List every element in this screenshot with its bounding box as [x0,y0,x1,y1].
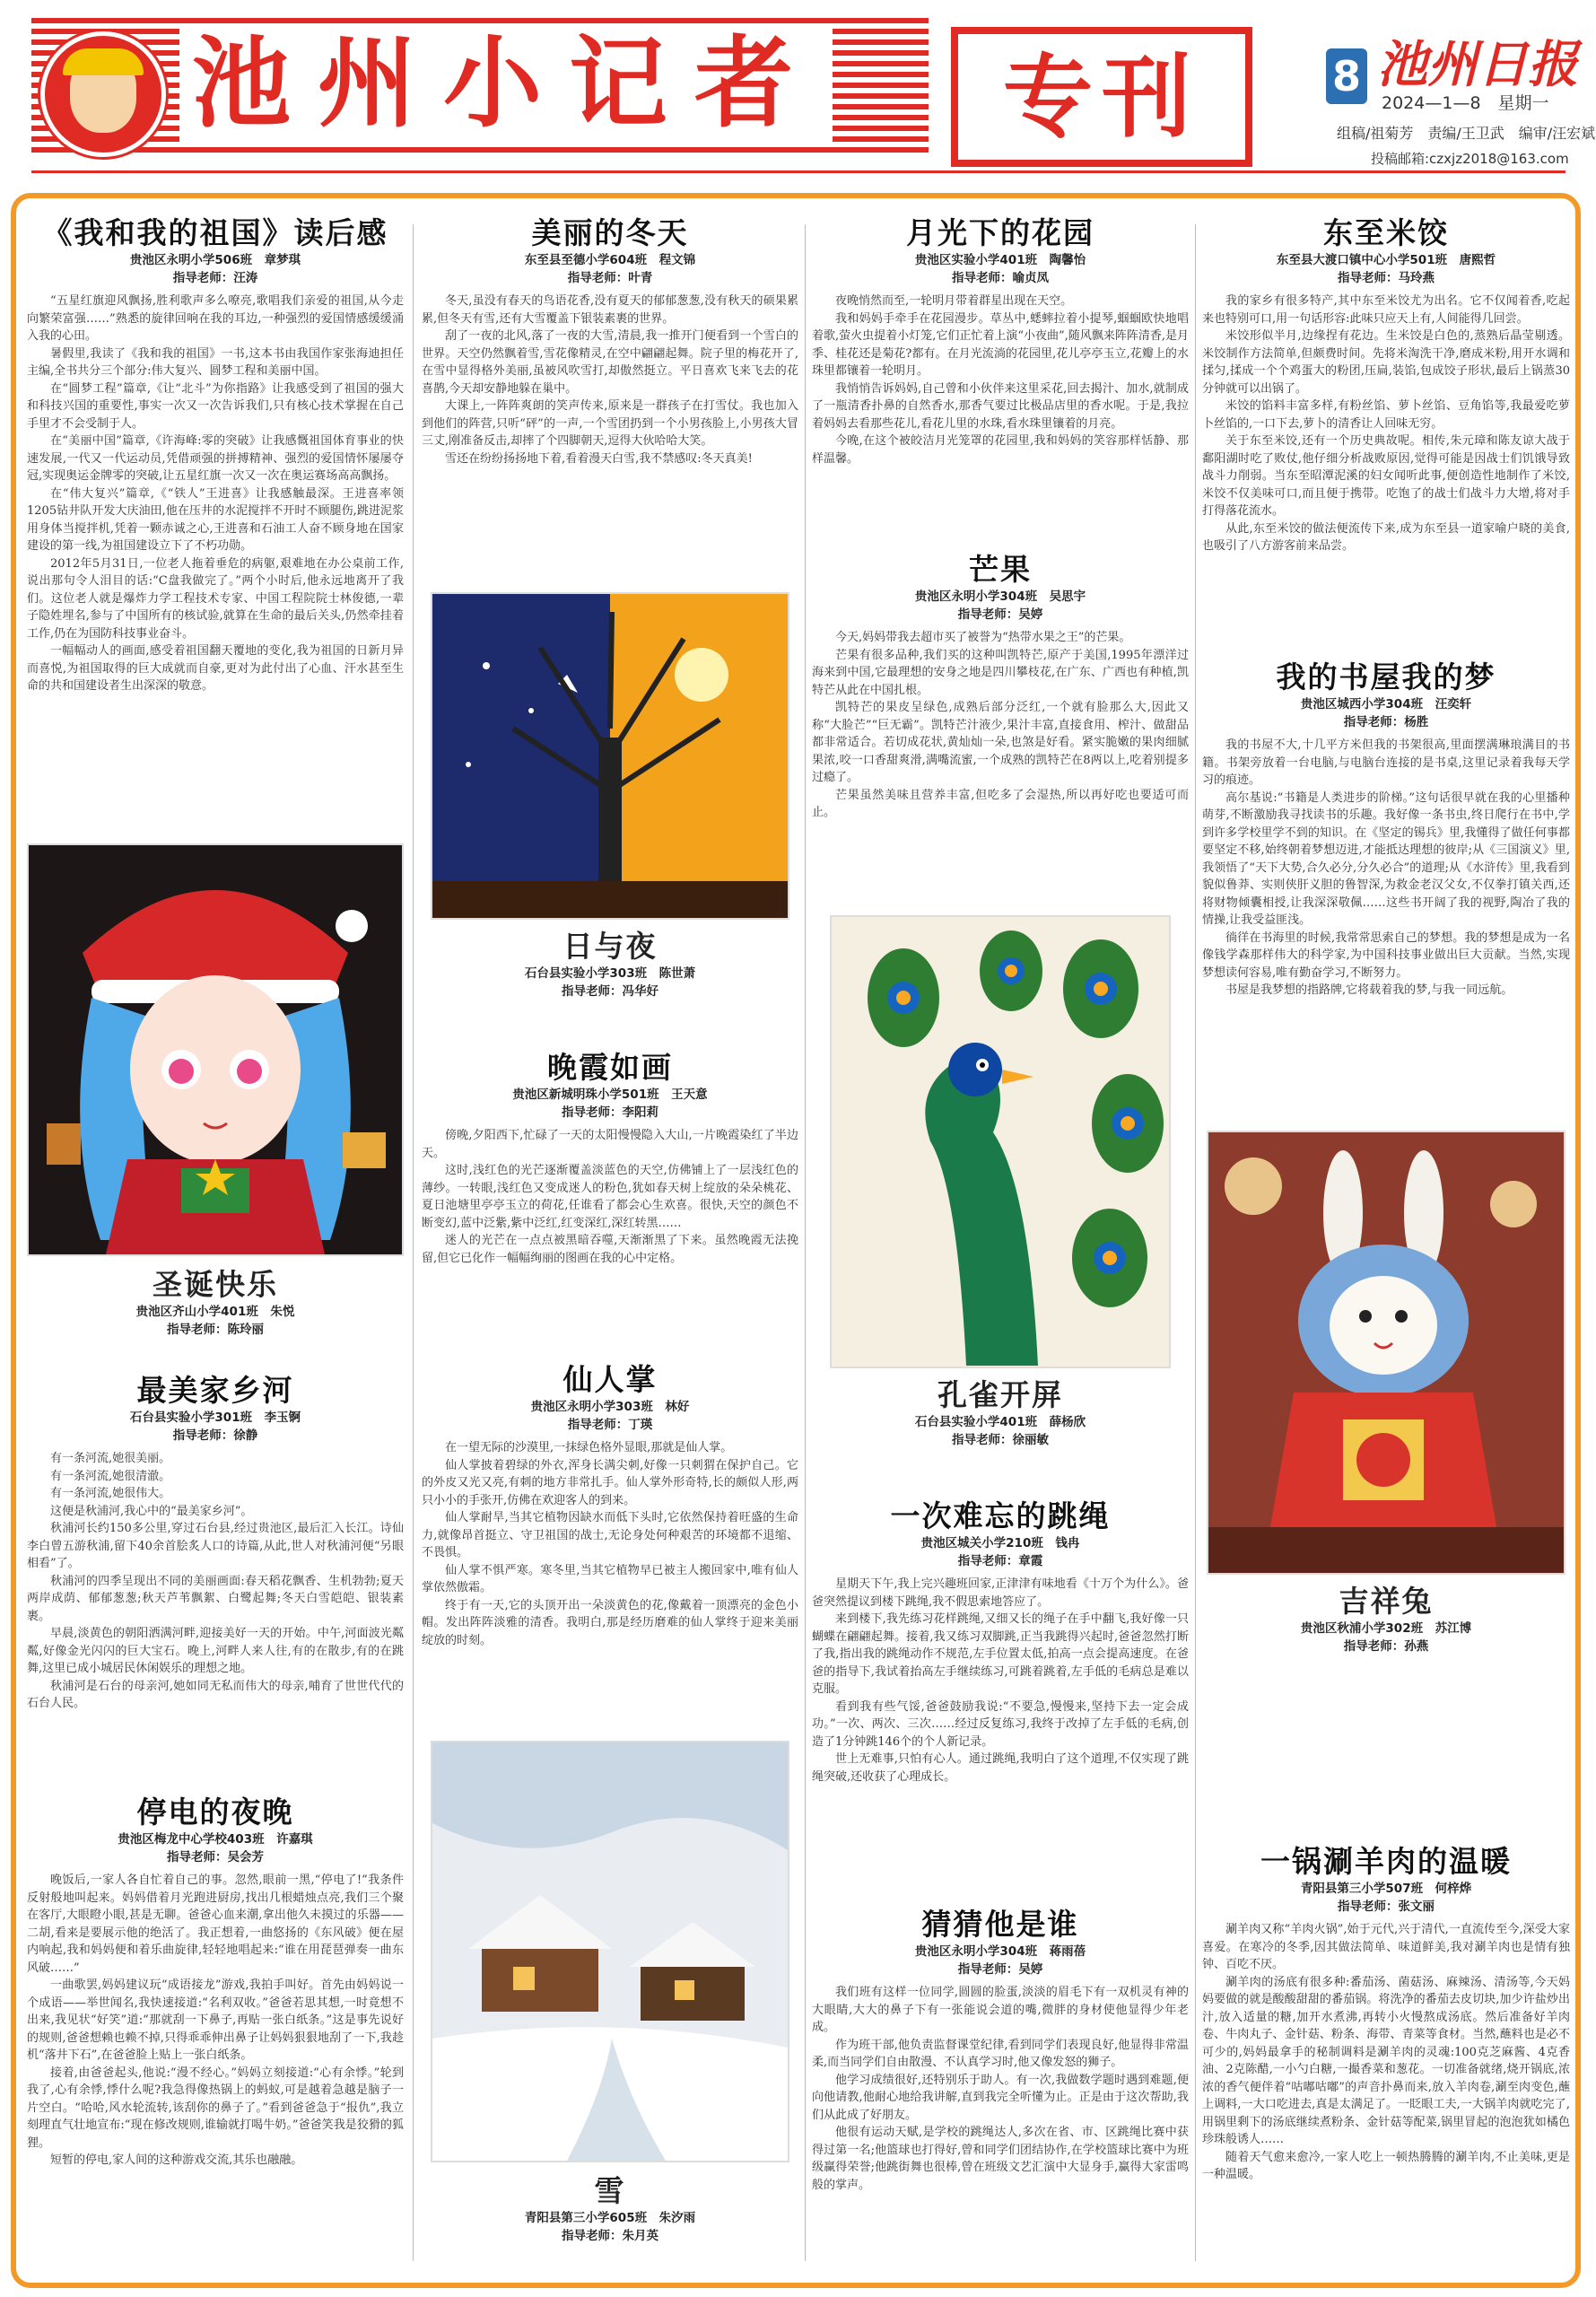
mascot-cap-icon [63,48,144,75]
column-divider [805,224,806,2261]
article-hometown-river [27,1373,404,1713]
article-paragraph: 仙人掌耐旱,当其它植物因缺水而低下头时,它依然保持着旺盛的生命力,就像昂首挺立、守卫祖国的战士,无论身处何种艰苦的环境都不退缩、不畏惧。 [422,1511,798,1559]
artwork-author: 石台县实验小学401班 薛杨欣 [914,1415,1086,1429]
article-author: 东至县大渡口镇中心小学501班 唐熙哲 [1276,253,1496,267]
article-paragraph: 这便是秋浦河,我心中的“最美家乡河”。 [50,1504,253,1518]
article-paragraph: 仙人掌不惧严寒。寒冬里,当其它植物早已被主人搬回家中,唯有仙人掌依然傲霜。 [422,1563,798,1594]
article-paragraph: 米饺形似半月,边缘捏有花边。生米饺是白色的,蒸熟后晶莹剔透。米饺制作方法简单,但颇费时间。先将米淘洗干净,磨成米粉,用开水调和揉匀,揉成一个个鸡蛋大的粉团,压扁,装馅,包成饺子形状,最后上锅蒸30分钟就可以出锅了。 [1202,329,1570,396]
article-mango [812,552,1189,822]
article-title: 一锅涮羊肉的温暖 [1260,1844,1512,1879]
article-paragraph: 世上无难事,只怕有心人。通过跳绳,我明白了这个道理,不仅实现了跳绳突破,还收获了心理成长。 [812,1752,1189,1784]
artwork-snow [431,1741,789,2162]
article-author: 贵池区梅龙中心学校403班 许嘉琪 [118,1832,313,1847]
article-paragraph: 看到我有些气馁,爸爸鼓励我说:“不要急,慢慢来,坚持下去一定会成功。”一次、两次、三次……经过反复练习,我终于改掉了左手低的毛病,创造了1分钟跳146个的个人新记录。 [812,1699,1189,1749]
artwork-teacher: 指导老师：陈玲丽 [167,1323,264,1337]
article-teacher: 指导老师：李阳莉 [562,1105,658,1120]
article-paragraph: 短暂的停电,家人间的这种游戏交流,其乐也融融。 [50,2153,303,2167]
article-title: 我的书屋我的梦 [1276,659,1496,694]
article-cactus [422,1362,798,1649]
article-title: 最美家乡河 [136,1373,294,1408]
article-paragraph: 书屋是我梦想的指路牌,它将载着我的梦,与我一同远航。 [1225,983,1513,997]
article-teacher: 指导老师：马玲燕 [1338,271,1435,285]
artwork-title: 吉祥兔 [1339,1584,1434,1619]
article-paragraph: 我悄悄告诉妈妈,自己曾和小伙伴来这里采花,回去揭汁、加水,就制成了一瓶清香扑鼻的自然香水,那香气要过比极品店里的香水呢。于是,我拉着妈妈去看那些花儿,看花儿里的水珠,看水珠里镶着的月亮。 [812,381,1189,431]
article-author: 贵池区永明小学304班 蒋雨蓓 [914,1944,1086,1959]
article-title: 美丽的冬天 [531,215,689,250]
article-title: 月光下的花园 [906,215,1095,250]
article-paragraph: 晚饭后,一家人各自忙着自己的事。忽然,眼前一黑,“停电了!”我条件反射般地叫起来。妈妈借着月光跑进厨房,找出几根蜡烛点亮,我们三个聚在客厅,大眼瞪小眼,甚是无聊。爸爸心血来潮,拿出他久未摸过的乐器——二胡,看来是要展示他的绝活了。我正想着,一曲悠扬的《东风破》便在屋内响起,我和妈妈便和着乐曲旋律,轻轻地唱起来:“谁在用琵琶弹奏一曲东风破……” [27,1873,404,1975]
artwork-caption [27,1267,404,1339]
masthead-title: 池州小记者 [179,25,833,142]
article-paragraph: 徜徉在书海里的时候,我常常思索自己的梦想。我的梦想是成为一名像钱学森那样伟大的科学家,为中国科技事业做出巨大贡献。当然,实现梦想读何容易,唯有勤奋学习,不断努力。 [1202,930,1570,980]
article-moonlit-garden [812,215,1189,467]
article-paragraph: 我的家乡有很多特产,其中东至米饺尤为出名。它不仅闻着香,吃起来也特别可口,用一句话形容:此味只应天上有,人间能得几回尝。 [1202,294,1570,326]
article-author: 东至县至德小学604班 程文锦 [524,253,696,267]
article-lamb-hotpot [1202,1844,1570,2184]
newspaper-name: 池州日报 [1377,35,1578,94]
special-badge [951,27,1252,167]
article-teacher: 指导老师：吴会芳 [167,1850,264,1865]
column-4 [1202,215,1579,2270]
article-paragraph: 夜晚悄然而至,一轮明月带着群星出现在天空。 [835,294,1073,308]
artwork-peacock [830,915,1171,1368]
article-author: 青阳县第三小学507班 何梓烨 [1300,1882,1472,1896]
page-number: 8 [1326,48,1367,104]
article-paragraph: 作为班干部,他负责监督课堂纪律,看到同学们表现良好,他显得非常温柔,而当同学们自由散漫、不认真学习时,他又像发怒的狮子。 [812,2038,1189,2069]
artwork-teacher: 指导老师：孙燕 [1343,1639,1429,1654]
article-paragraph: 涮羊肉又称“羊肉火锅”,始于元代,兴于清代,一直流传至今,深受大家喜爱。在寒冷的冬季,因其做法简单、味道鲜美,我对涮羊肉也是情有独钟、百吃不厌。 [1202,1923,1570,1971]
article-paragraph: 迷人的光芒在一点点被黑暗吞噬,天渐渐黑了下来。虽然晚霞无法挽留,但它已化作一幅幅绚丽的图画在我的心中定格。 [422,1234,798,1265]
article-teacher: 指导老师：张文丽 [1338,1900,1435,1914]
article-paragraph: 在一望无际的沙漠里,一抹绿色格外显眼,那就是仙人掌。 [445,1441,733,1454]
artwork-caption [1202,1584,1570,1655]
article-paragraph: 早晨,淡黄色的朝阳洒满河畔,迎接美好一天的开始。中午,河面波光粼粼,好像金光闪闪的巨大宝石。晚上,河畔人来人往,有的在散步,有的在跳舞,这里已成小城居民休闲娱乐的理想之地。 [27,1627,404,1675]
article-paragraph: 芒果虽然美味且营养丰富,但吃多了会湿热,所以再好吃也要适可而止。 [812,788,1189,819]
article-author: 贵池区永明小学303班 林好 [530,1400,690,1414]
article-paragraph: 暑假里,我读了《我和我的祖国》一书,这本书由我国作家张海迪担任主编,全书共分三个部分:伟大复兴、圆梦工程和美丽中国。 [27,346,404,378]
artwork-caption [422,929,798,1000]
article-sunset-glow [422,1050,798,1267]
article-paragraph: 傍晚,夕阳西下,忙碌了一天的太阳慢慢隐入大山,一片晚霞染红了半边天。 [422,1129,798,1160]
article-paragraph: 他很有运动天赋,是学校的跳绳达人,多次在省、市、区跳绳比赛中获得过第一名;他篮球也打得好,曾和同学们团结协作,在学校篮球比赛中为班级赢得荣誉;他跳街舞也很棒,曾在班级文艺汇演中大显身手,赢得大家雷鸣般的掌声。 [812,2126,1189,2192]
artwork-author: 石台县实验小学303班 陈世萧 [524,966,696,981]
article-teacher: 指导老师：章霞 [957,1554,1043,1568]
artwork-teacher: 指导老师：朱月英 [562,2229,658,2243]
article-title: 仙人掌 [563,1362,658,1397]
article-title: 晚霞如画 [547,1050,673,1085]
article-paragraph: 大课上,一阵阵爽朗的笑声传来,原来是一群孩子在打雪仗。我也加入到他们的阵营,只听“砰”的一声,一个雪团扔到一个小男孩脸上,小男孩大冒三丈,刚准备反击,却摔了个四脚朝天,逗得大伙哈哈大笑。 [422,399,798,448]
article-guess-who [812,1907,1189,2194]
article-paragraph: 2012年5月31日,一位老人拖着垂危的病躯,艰难地在办公桌前工作,说出那句令人泪目的话:“C盘我做完了。”两个小时后,他永远地离开了我们。这位老人就是爆炸力学工程技术专家、中国工程院院士林俊德,一辈子隐姓埋名,参与了中国所有的核试验,就算在生命的最后关头,仍然牵挂着工作,仍在为国防科技事业奋斗。 [27,556,404,641]
artwork-day-and-night [431,592,789,920]
artwork-author: 贵池区秋浦小学302班 苏江博 [1300,1621,1472,1636]
article-reading-notes [27,215,404,695]
artwork-caption [422,2173,798,2245]
article-paragraph: 我们班有这样一位同学,圆圆的脸蛋,淡淡的眉毛下有一双机灵有神的大眼睛,大大的鼻子下有一张能说会道的嘴,微胖的身材使他显得少年老成。 [812,1986,1189,2034]
article-paragraph: 今天,妈妈带我去超市买了被誉为“热带水果之王”的芒果。 [835,631,1131,644]
article-title: 《我和我的祖国》读后感 [42,215,388,250]
article-paragraph: 我和妈妈手牵手在花园漫步。草丛中,蟋蟀拉着小提琴,蝈蝈欧快地唱着歌,萤火虫提着小灯笼,它们正忙着上演“小夜曲”,随风飘来阵阵清香,是月季、桂花还是菊花?都有。在月光流淌的花园里,花儿亭亭玉立,花瓣上的水珠里都镶着一轮明月。 [812,311,1189,378]
article-paragraph: 终于有一天,它的头顶开出一朵淡黄色的花,像戴着一顶漂亮的金色小帽。发出阵阵淡雅的清香。我明白,那是经历磨难的仙人掌终于迎来美丽绽放的时刻。 [422,1598,798,1647]
article-paragraph: 从此,东至米饺的做法便流传下来,成为东至县一道家喻户晓的美食,也吸引了八方游客前来品尝。 [1202,521,1570,553]
submission-email: 投稿邮箱:czxjz2018@163.com [1371,151,1569,167]
article-paragraph: 随着天气愈来愈冷,一家人吃上一顿热腾腾的涮羊肉,不止美味,更是一种温暖。 [1202,2150,1570,2181]
article-teacher: 指导老师：喻贞凤 [952,271,1049,285]
artwork-christmas-girl [27,843,404,1256]
article-teacher: 指导老师：汪涛 [172,271,258,285]
article-paragraph: 秋浦河的四季呈现出不同的美丽画面:春天稻花飘香、生机勃勃;夏天两岸成荫、郁郁葱葱;秋天芦苇飘絮、白鹭起舞;冬天白雪皑皑、银装素裹。 [27,1574,404,1623]
artwork-caption [812,1377,1189,1449]
article-paragraph: 在“伟大复兴”篇章,《“铁人”王进喜》让我感触最深。王进喜率领1205钻井队开发大庆油田,他在压井的水泥搅拌不开时不顾腿伤,跳进泥浆用身体当搅拌机,凭着一颗赤诚之心,王进喜和石油工人奋不顾身地在国家建设的第一线,为祖国建设立下了不朽功勋。 [27,486,404,553]
article-paragraph: 涮羊肉的汤底有很多种:番茄汤、菌菇汤、麻辣汤、清汤等,今天妈妈要做的就是酸酸甜甜的番茄锅。将洗净的番茄去皮切块,加少许盐炒出汁,放入适量的糖,加开水煮沸,再转小火慢熬成汤底。然后准备好羊肉卷、牛肉丸子、金针菇、粉条、海带、青菜等食材。当然,蘸料也是必不可少的,妈妈最拿手的秘制调料是涮羊肉的灵魂:100克芝麻酱、4克香油、2克陈醋,一小勺白糖,一撮香菜和葱花。一切准备就绪,烧开锅底,浓浓的香气便伴着“咕嘟咕嘟”的声音扑鼻而来,放入羊肉卷,涮至肉变色,蘸上调料,一大口吃进去,真是太满足了。一眨眼工夫,一大锅羊肉就吃完了,用锅里剩下的汤底继续煮粉条、金针菇等配菜,锅里冒起的泡泡犹如橘色珍珠般诱人…… [1202,1975,1570,2146]
article-paragraph: 仙人掌披着碧绿的外衣,浑身长满尖刺,好像一只刺猬在保护自己。它的外皮又光又亮,有刺的地方非常扎手。仙人掌外形奇特,长的颇似人形,两只小小的手张开,仿佛在欢迎客人的到来。 [422,1458,798,1507]
article-title: 东至米饺 [1323,215,1449,250]
special-label: 专刊 [1003,44,1200,150]
column-3 [812,215,1189,2270]
header-rule [31,170,1565,173]
article-paragraph: 在“美丽中国”篇章,《许海峰:零的突破》让我感慨祖国体育事业的快速发展,一代又一代运动员,凭借顽强的拼搏精神、强烈的爱国情怀屡屡夺冠,实现奥运金牌零的突破,让五星红旗一次又一次在奥运赛场高高飘扬。 [27,434,404,483]
editor-credits: 组稿/祖菊芳 责编/王卫武 编审/汪宏斌 [1337,125,1596,142]
article-paragraph: 一幅幅动人的画面,感受着祖国翻天覆地的变化,我为祖国的日新月异而喜悦,为祖国取得的巨大成就而自豪,更对为此付出了心血、汗水甚至生命的共和国建设者生出深深的敬意。 [27,644,404,693]
article-paragraph: 凯特芒的果皮呈绿色,成熟后部分泛红,一个就有脸那么大,因此又称“大脸芒”“巨无霸”。凯特芒汁液少,果汁丰富,直接食用、榨汁、做甜品都非常适合。若切成花状,黄灿灿一朵,也煞是好看。紧实脆嫩的果肉细腻果浓,咬一口香甜爽滑,满嘴流蜜,一个成熟的凯特芒在8两以上,吃着别提多过瘾了。 [812,701,1189,784]
artwork-title: 雪 [594,2173,626,2208]
article-paragraph: 接着,由爸爸起头,他说:“漫不经心。”妈妈立刻接道:“心有余悸。”轮到我了,心有余悸,悸什么呢?我急得像热锅上的蚂蚁,可是越着急越是脑子一片空白。“哈哈,风水轮流转,该刮你的鼻子了。”看到爸爸急于“报仇”,我立刻理直气壮地宣布:“现在修改规则,谁输就打喝牛奶。”爸爸笑我是狡猾的狐狸。 [27,2066,404,2150]
article-paragraph: 冬天,虽没有春天的鸟语花香,没有夏天的郁郁葱葱,没有秋天的硕果累累,但冬天有雪,还有大雪覆盖下银装素裹的世界。 [422,294,798,326]
article-author: 贵池区城西小学304班 汪奕轩 [1300,697,1472,712]
article-author: 贵池区新城明珠小学501班 王天意 [512,1087,708,1102]
article-paragraph: “五星红旗迎风飘扬,胜利歌声多么嘹亮,歌唱我们亲爱的祖国,从今走向繁荣富强……”熟悉的旋律回响在我的耳边,一种强烈的爱国情感缓缓涌入我的心田。 [27,294,404,343]
article-paragraph: 芒果有很多品种,我们买的这种叫凯特芒,原产于美国,1995年漂洋过海来到中国,它最理想的安身之地是四川攀枝花,在广东、广西也有种植,凯特芒从此在中国扎根。 [812,648,1189,697]
article-teacher: 指导老师：徐静 [172,1428,258,1443]
artwork-lucky-rabbit [1207,1131,1565,1575]
article-paragraph: 今晚,在这个被皎洁月光笼罩的花园里,我和妈妈的笑容那样恬静、那样温馨。 [812,434,1189,466]
article-paragraph: 关于东至米饺,还有一个历史典故呢。相传,朱元璋和陈友谅大战于鄱阳湖时吃了败仗,他仔细分析战败原因,觉得可能是因战士们饥饿导致战斗力削弱。当东至昭潭泥溪的妇女闻听此事,便创造性地制作了米饺,米饺不仅美味可口,而且便于携带。吃饱了的战士们战斗力大增,将对手打得落花流水。 [1202,434,1570,518]
article-paragraph: 这时,浅红色的光芒逐渐覆盖淡蓝色的天空,仿佛铺上了一层浅红色的薄纱。一转眼,浅红色又变成迷人的粉色,犹如春天树上绽放的朵朵桃花、夏日池塘里亭亭玉立的荷花,任谁看了都会心生欢喜。很快,天空的颜色不断变幻,蓝中泛紫,紫中泛红,红变深红,深红转黑…… [422,1164,798,1230]
article-title: 芒果 [969,552,1032,587]
article-title: 猜猜他是谁 [921,1907,1079,1942]
article-paragraph: 高尔基说:“书籍是人类进步的阶梯。”这句话很早就在我的心里播种萌芽,不断激励我寻找读书的乐趣。我好像一条书虫,终日爬行在书中,学到许多学校里学不到的知识。在《坚定的锡兵》里,我懂得了做任何事都要坚定不移,始终朝着梦想迈进,才能抵达理想的彼岸;从《三国演义》里,我领悟了“天下大势,合久必分,分久必合”的道理;从《水浒传》里,我看到貌似鲁莽、实则侠肝义胆的鲁智深,为救金老汉父女,不仅拳打镇关西,还将财物倾囊相授,让我深深敬佩……这些书开阔了我的视野,陶冶了我的情操,让我受益匪浅。 [1202,790,1570,927]
article-paragraph: 星期天下午,我上完兴趣班回家,正津津有味地看《十万个为什么》。爸爸突然提议到楼下跳绳,我不假思索地答应了。 [812,1577,1189,1609]
article-paragraph: 秋浦河是石台的母亲河,她如同无私而伟大的母亲,哺育了世世代代的石台人民。 [27,1679,404,1710]
artwork-title: 孔雀开屏 [938,1377,1063,1412]
column-divider [413,224,414,2261]
column-divider [1195,224,1196,2261]
article-paragraph: 有一条河流,她很清澈。 [50,1469,171,1483]
article-author: 石台县实验小学301班 李玉锕 [129,1411,301,1425]
article-paragraph: 他学习成绩很好,还特别乐于助人。有一次,我做数学题时遇到难题,便向他请教,他耐心地给我讲解,直到我完全听懂为止。正是由于这次帮助,我们从此成了好朋友。 [812,2073,1189,2122]
article-paragraph: 米饺的馅料丰富多样,有粉丝馅、萝卜丝馅、豆角馅等,我最爱吃萝卜丝馅的,一口下去,萝卜的清香让人回味无穷。 [1202,399,1570,431]
article-paragraph: 一曲歌罢,妈妈建议玩“成语接龙”游戏,我拍手叫好。首先由妈妈说一个成语——举世闻名,我快速接道:“名利双收。”爸爸若思其想,一时竟想不出来,我见状“好笑”道:“那就刮一下鼻子,再贴一张白纸条。”这是事先说好的规则,爸爸想赖也赖不掉,只得乖乖伸出鼻子让妈妈狠狠地刮了一下,我趁机“落井下石”,在爸爸脸上贴上一张白纸条。 [27,1978,404,2062]
column-2 [422,215,798,2270]
article-jump-rope [812,1498,1189,1786]
article-my-study [1202,659,1570,1000]
artwork-title: 圣诞快乐 [153,1267,278,1302]
article-power-outage [27,1795,404,2170]
article-teacher: 指导老师：杨胜 [1343,715,1429,729]
article-teacher: 指导老师：吴婷 [957,607,1043,622]
article-dongzhi-dumplings [1202,215,1570,555]
article-beautiful-winter [422,215,798,467]
article-paragraph: 刮了一夜的北风,落了一夜的大雪,清晨,我一推开门便看到一个雪白的世界。天空仍然飘着雪,雪花像精灵,在空中翩翩起舞。院子里的梅花开了,在雪中显得格外美丽,虽被风吹雪打,却傲然挺立。平日喜欢飞来飞去的花喜鹊,今天却安静地躲在巢中。 [422,329,798,396]
article-paragraph: 雪还在纷纷扬扬地下着,看着漫天白雪,我不禁感叹:冬天真美! [445,451,753,466]
mascot-logo-icon [40,31,166,157]
page-header [0,0,1596,188]
artwork-author: 贵池区齐山小学401班 朱悦 [135,1305,295,1319]
article-paragraph: 秋浦河长约150多公里,穿过石台县,经过贵池区,最后汇入长江。诗仙李白曾五游秋浦,留下40余首脍炙人口的诗篇,从此,世人对秋浦河便“另眼相看”了。 [27,1522,404,1570]
article-author: 贵池区永明小学506班 章梦琪 [129,253,301,267]
article-author: 贵池区城关小学210班 钱冉 [920,1536,1080,1550]
artwork-teacher: 指导老师：冯华好 [562,984,658,999]
article-teacher: 指导老师：丁瑛 [567,1418,653,1432]
article-title: 停电的夜晚 [136,1795,294,1830]
article-author: 贵池区永明小学304班 吴思宇 [914,590,1086,604]
issue-date: 2024—1—8 星期一 [1382,93,1549,113]
article-paragraph: 有一条河流,她很美丽。 [50,1452,171,1465]
article-teacher: 指导老师：叶青 [567,271,653,285]
article-paragraph: 我的书屋不大,十几平方米但我的书架很高,里面摆满琳琅满目的书籍。书架旁放着一台电脑,与电脑台连接的是书桌,这里记录着我每天学习的痕迹。 [1202,738,1570,787]
article-paragraph: 有一条河流,她很伟大。 [50,1487,171,1500]
artwork-title: 日与夜 [563,929,658,964]
article-paragraph: 来到楼下,我先练习花样跳绳,又细又长的绳子在手中翻飞,我好像一只蝴蝶在翩翩起舞。接着,我又练习双脚跳,正当我跳得兴起时,爸爸忽然打断了我,指出我的跳绳动作不规范,左手位置太低,拍高一点会提高速度。在爸爸的指导下,我试着抬高左手继续练习,可跳着跳着,左手低的毛病总是难以克服。 [812,1612,1189,1696]
article-teacher: 指导老师：吴婷 [957,1962,1043,1977]
artwork-author: 青阳县第三小学605班 朱汐雨 [524,2211,696,2225]
artwork-teacher: 指导老师：徐丽敏 [952,1433,1049,1447]
article-paragraph: 在“圆梦工程”篇章,《让“北斗”为你指路》让我感受到了祖国的强大和科技兴国的重要性,事实一次又一次告诉我们,只有核心技术掌握在自己手里才不会受制于人。 [27,381,404,431]
article-author: 贵池区实验小学401班 陶馨怡 [914,253,1086,267]
column-1 [27,215,404,2270]
article-title: 一次难忘的跳绳 [890,1498,1111,1533]
